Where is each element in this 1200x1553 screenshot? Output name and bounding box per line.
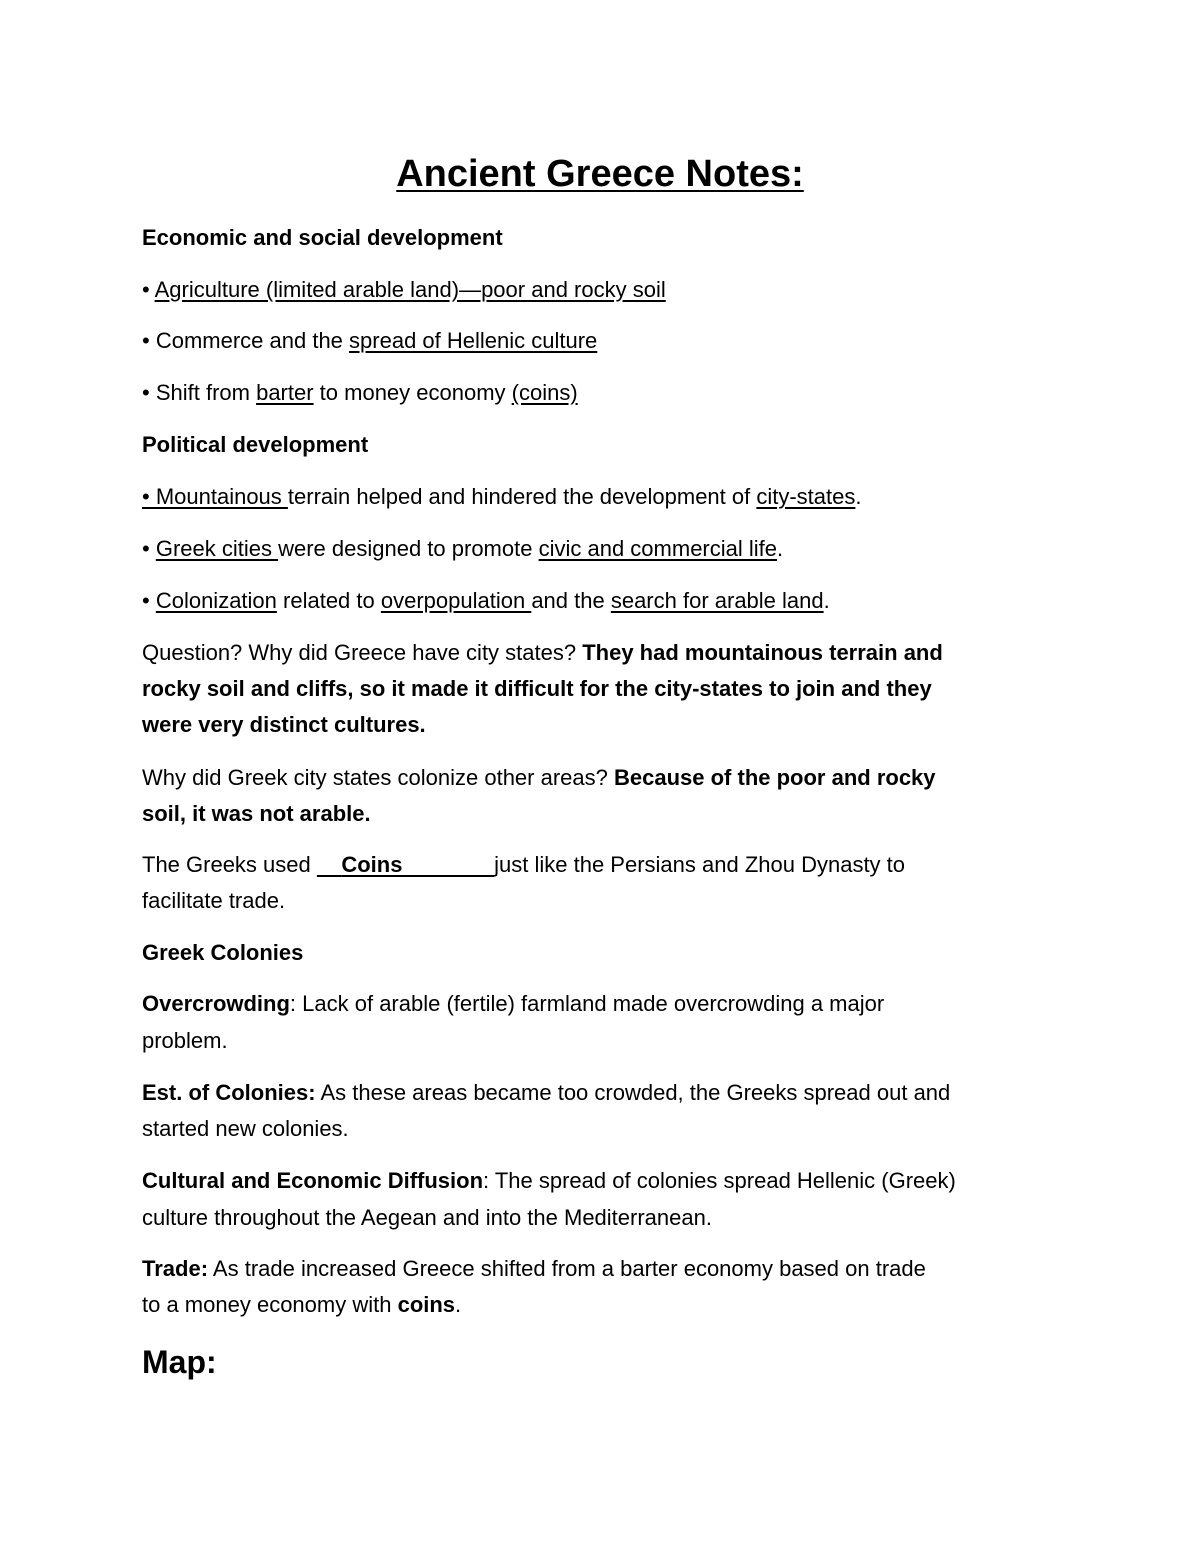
term-label: Cultural and Economic Diffusion xyxy=(142,1168,484,1193)
map-heading: Map: xyxy=(142,1344,217,1380)
paragraph-trade xyxy=(142,1251,1062,1287)
term-label: Trade: xyxy=(142,1256,209,1281)
plain-text: . xyxy=(823,588,830,613)
underlined-text: overpopulation xyxy=(380,588,532,613)
paragraph-line: culture throughout the Aegean and into the Mediterranean. xyxy=(142,1205,712,1230)
page-title: Ancient Greece Notes: xyxy=(396,153,804,195)
bullet-marker: • xyxy=(142,328,150,353)
underlined-text: spread of Hellenic culture xyxy=(349,328,598,353)
section-heading-colonies: Greek Colonies xyxy=(142,940,304,965)
question-text: Question? Why did Greece have city states? xyxy=(142,640,583,665)
paragraph-diffusion xyxy=(142,1163,1062,1199)
bullet-marker: • xyxy=(142,536,150,561)
bullet-marker: • xyxy=(142,588,150,613)
blank-answer: Coins xyxy=(341,852,403,877)
plain-text: just like the Persians and Zhou Dynasty to xyxy=(494,852,906,877)
bullet-barter xyxy=(142,375,1062,411)
bullet-marker: • xyxy=(142,277,150,302)
section-heading-political: Political development xyxy=(142,432,369,457)
definition-text: : The spread of colonies spread Hellenic (Greek) xyxy=(483,1168,956,1193)
definition-text: As these areas became too crowded, the Greeks spread out and xyxy=(315,1080,951,1105)
section-heading-economic: Economic and social development xyxy=(142,225,503,250)
plain-text: Commerce and the xyxy=(155,328,350,353)
question-city-states xyxy=(142,635,1062,671)
fill-in-blank-coins xyxy=(142,847,1062,883)
bullet-agriculture xyxy=(142,272,1062,308)
plain-text: related to xyxy=(276,588,381,613)
answer-line: rocky soil and cliffs, so it made it difficult for the city-states to join and they xyxy=(142,676,932,701)
underlined-text: search for arable land xyxy=(610,588,824,613)
plain-text: terrain helped and hindered the development of xyxy=(287,484,757,509)
paragraph-line: problem. xyxy=(142,1028,228,1053)
bullet-colonization xyxy=(142,583,1062,619)
answer-line: soil, it was not arable. xyxy=(142,801,371,826)
paragraph-overcrowding xyxy=(142,986,1062,1022)
plain-text: . xyxy=(777,536,784,561)
underlined-text: (coins) xyxy=(511,380,578,405)
plain-text: were designed to promote xyxy=(278,536,539,561)
plain-text: to money economy xyxy=(313,380,512,405)
plain-text: The Greeks used xyxy=(142,852,317,877)
bullet-greek-cities xyxy=(142,531,1062,567)
term-label: Est. of Colonies: xyxy=(142,1080,316,1105)
underlined-text: Greek cities xyxy=(155,536,279,561)
answer-text: Because of the poor and rocky xyxy=(614,765,936,790)
bullet-commerce xyxy=(142,323,1062,359)
paragraph-line: to a money economy with coins. xyxy=(142,1292,462,1317)
underlined-text: barter xyxy=(256,380,314,405)
paragraph-colonies xyxy=(142,1075,1062,1111)
definition-text: As trade increased Greece shifted from a barter economy based on trade xyxy=(208,1256,926,1281)
plain-text: Shift from xyxy=(155,380,257,405)
fill-in-blank-line: facilitate trade. xyxy=(142,888,286,913)
answer-line: were very distinct cultures. xyxy=(142,712,426,737)
underlined-text: city-states xyxy=(756,484,856,509)
underlined-text: Agriculture (limited arable land)—poor and rocky soil xyxy=(154,277,666,302)
underlined-text: Colonization xyxy=(155,588,277,613)
question-text: Why did Greek city states colonize other areas? xyxy=(142,765,614,790)
underlined-text: • Mountainous xyxy=(142,484,288,509)
bold-term: coins xyxy=(397,1292,456,1317)
answer-text: They had mountainous terrain and xyxy=(582,640,943,665)
question-colonize xyxy=(142,760,1062,796)
term-label: Overcrowding xyxy=(142,991,290,1016)
bullet-marker: • xyxy=(142,380,150,405)
plain-text: and the xyxy=(531,588,611,613)
paragraph-line: started new colonies. xyxy=(142,1116,349,1141)
bullet-mountainous xyxy=(142,479,1062,515)
plain-text: . xyxy=(855,484,862,509)
underlined-text: civic and commercial life xyxy=(538,536,777,561)
definition-text: : Lack of arable (fertile) farmland made overcrowding a major xyxy=(289,991,885,1016)
